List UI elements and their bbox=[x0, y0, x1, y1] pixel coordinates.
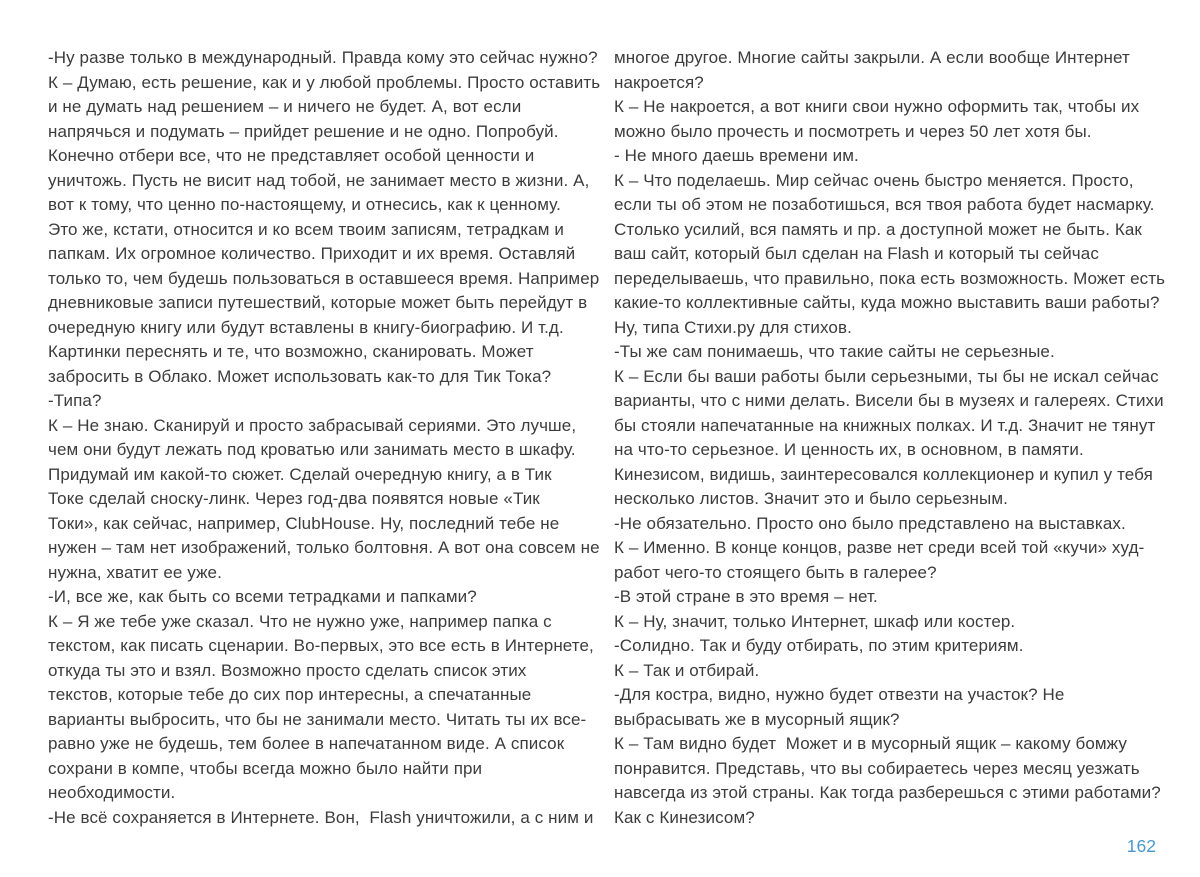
text-line: папкам. Их огромное количество. Приходит и их время. Оставляй bbox=[48, 244, 576, 263]
text-line: нужна, хватит ее уже. bbox=[48, 562, 222, 582]
text-line: К – Ну, значит, только Интернет, шкаф или костер. bbox=[614, 611, 1016, 631]
text-line: Картинки переснять и те, что возможно, сканировать. Может bbox=[48, 342, 534, 361]
text-line: сохрани в компе, чтобы всегда можно было найти при bbox=[48, 758, 483, 778]
text-line: равно уже не будешь, тем более в напечатанном виде. А список bbox=[48, 734, 565, 753]
text-line: очередную книгу или будут вставлены в книгу-биографию. И т.д. bbox=[48, 317, 564, 337]
text-line: -И, все же, как быть со всеми тетрадками и папками? bbox=[48, 587, 477, 606]
text-line: уничтожь. Пусть не висит над тобой, не занимает место в жизни. А, bbox=[48, 170, 590, 190]
text-line: ваш сайт, который был сделан на Flash и который ты сейчас bbox=[614, 244, 1099, 263]
text-line: Конечно отбери все, что не представляет особой ценности и bbox=[48, 146, 535, 165]
text-line: варианты, что с ними делать. Висели бы в музеях и галереях. Стихи bbox=[614, 391, 1164, 410]
text-line: многое другое. Многие сайты закрыли. А если вообще Интернет bbox=[614, 48, 1130, 67]
text-column-right bbox=[614, 46, 1166, 830]
text-line: можно было прочесть и посмотреть и через 50 лет хотя бы. bbox=[614, 121, 1092, 141]
text-line: -Солидно. Так и буду отбирать, по этим критериям. bbox=[614, 636, 1024, 655]
text-line: чем они будут лежать под кроватью или занимать место в шкафу. bbox=[48, 440, 576, 459]
text-line: и не думать над решением – и ничего не будет. А, вот если bbox=[48, 97, 522, 116]
text-line: накроется? bbox=[614, 72, 704, 92]
page-number: 162 bbox=[1126, 836, 1156, 856]
text-line: вот к тому, что ценно по-настоящему, и отнесись, как к ценному. bbox=[48, 195, 561, 214]
text-line: Столько усилий, вся память и пр. а доступной может не быть. Как bbox=[614, 219, 1142, 239]
text-line: К – Что поделаешь. Мир сейчас очень быстро меняется. Просто, bbox=[614, 170, 1134, 190]
text-line: текстом, как писать сценарии. Во-первых, это все есть в Интернете, bbox=[48, 636, 594, 655]
text-line: нужен – там нет изображений, только болтовня. А вот она совсем не bbox=[48, 538, 600, 557]
text-line: К – Так и отбирай. bbox=[614, 660, 760, 680]
text-line: текстов, которые тебе до сих пор интересны, а спечатанные bbox=[48, 685, 532, 704]
text-line: откуда ты это и взял. Возможно просто сделать список этих bbox=[48, 660, 527, 680]
text-line: К – Думаю, есть решение, как и у любой проблемы. Просто оставить bbox=[48, 72, 601, 92]
text-line: какие-то коллективные сайты, куда можно выставить ваши работы? bbox=[614, 293, 1160, 312]
text-line: К – Там видно будет Может и в мусорный ящик – какому бомжу bbox=[614, 734, 1127, 753]
text-line: Токи», как сейчас, например, ClubHouse. Ну, последний тебе не bbox=[48, 513, 560, 533]
text-line: бы стояли напечатанные на книжных полках. И т.д. Значит не тянут bbox=[614, 415, 1156, 435]
text-line: -Ну разве только в международный. Правда кому это сейчас нужно? bbox=[48, 48, 598, 67]
text-line: -В этой стране в это время – нет. bbox=[614, 587, 878, 606]
text-line: -Для костра, видно, нужно будет отвезти на участок? Не bbox=[614, 685, 1065, 704]
text-line: понравится. Представь, что вы собираетесь через месяц уезжать bbox=[614, 758, 1140, 778]
text-line: -Типа? bbox=[48, 391, 102, 410]
text-line: дневниковые записи путешествий, которые может быть перейдут в bbox=[48, 293, 588, 312]
text-line: на что-то серьезное. И ценность их, в основном, в памяти. bbox=[614, 440, 1084, 459]
text-columns bbox=[48, 46, 1166, 830]
text-line: -Не всё сохраняется в Интернете. Вон, Flash уничтожили, а с ним и bbox=[48, 807, 594, 827]
text-line: - Не много даешь времени им. bbox=[614, 146, 859, 165]
text-line: варианты выбросить, что бы не занимали место. Читать ты их все- bbox=[48, 709, 587, 729]
text-line: навсегда из этой страны. Как тогда разберешься с этими работами? bbox=[614, 783, 1161, 802]
text-line: забросить в Облако. Может использовать как-то для Тик Тока? bbox=[48, 366, 552, 386]
text-column-left bbox=[48, 46, 601, 830]
text-line: необходимости. bbox=[48, 783, 176, 802]
text-line: выбрасывать же в мусорный ящик? bbox=[614, 709, 900, 729]
text-line: Придумай им какой-то сюжет. Сделай очередную книгу, а в Тик bbox=[48, 464, 552, 484]
text-line: -Ты же сам понимаешь, что такие сайты не серьезные. bbox=[614, 342, 1055, 361]
text-line: напрячься и подумать – прийдет решение и не одно. Попробуй. bbox=[48, 121, 559, 141]
text-line: К – Я же тебе уже сказал. Что не нужно уже, например папка с bbox=[48, 611, 552, 631]
text-line: К – Не накроется, а вот книги свои нужно оформить так, чтобы их bbox=[614, 97, 1140, 116]
text-line: Токе сделай сноску-линк. Через год-два появятся новые «Тик bbox=[48, 489, 540, 508]
text-line: переделываешь, что правильно, пока есть возможность. Может есть bbox=[614, 268, 1166, 288]
text-line: несколько листов. Значит это и было серьезным. bbox=[614, 489, 1008, 508]
text-line: К – Если бы ваши работы были серьезными, ты бы не искал сейчас bbox=[614, 366, 1159, 386]
text-line: Это же, кстати, относится и ко всем твоим записям, тетрадкам и bbox=[48, 219, 565, 239]
text-line: только то, чем будешь пользоваться в оставшееся время. Например bbox=[48, 268, 600, 288]
text-line: если ты об этом не позаботишься, вся твоя работа будет насмарку. bbox=[614, 195, 1155, 214]
text-line: К – Не знаю. Сканируй и просто забрасывай сериями. Это лучше, bbox=[48, 415, 577, 435]
text-line: работ чего-то стоящего быть в галерее? bbox=[614, 562, 937, 582]
text-line: Ну, типа Стихи.ру для стихов. bbox=[614, 317, 852, 337]
text-line: Как с Кинезисом? bbox=[614, 807, 755, 827]
text-line: -Не обязательно. Просто оно было представлено на выставках. bbox=[614, 513, 1126, 533]
text-line: К – Именно. В конце концов, разве нет среди всей той «кучи» худ- bbox=[614, 538, 1145, 557]
text-line: Кинезисом, видишь, заинтересовался коллекционер и купил у тебя bbox=[614, 464, 1153, 484]
